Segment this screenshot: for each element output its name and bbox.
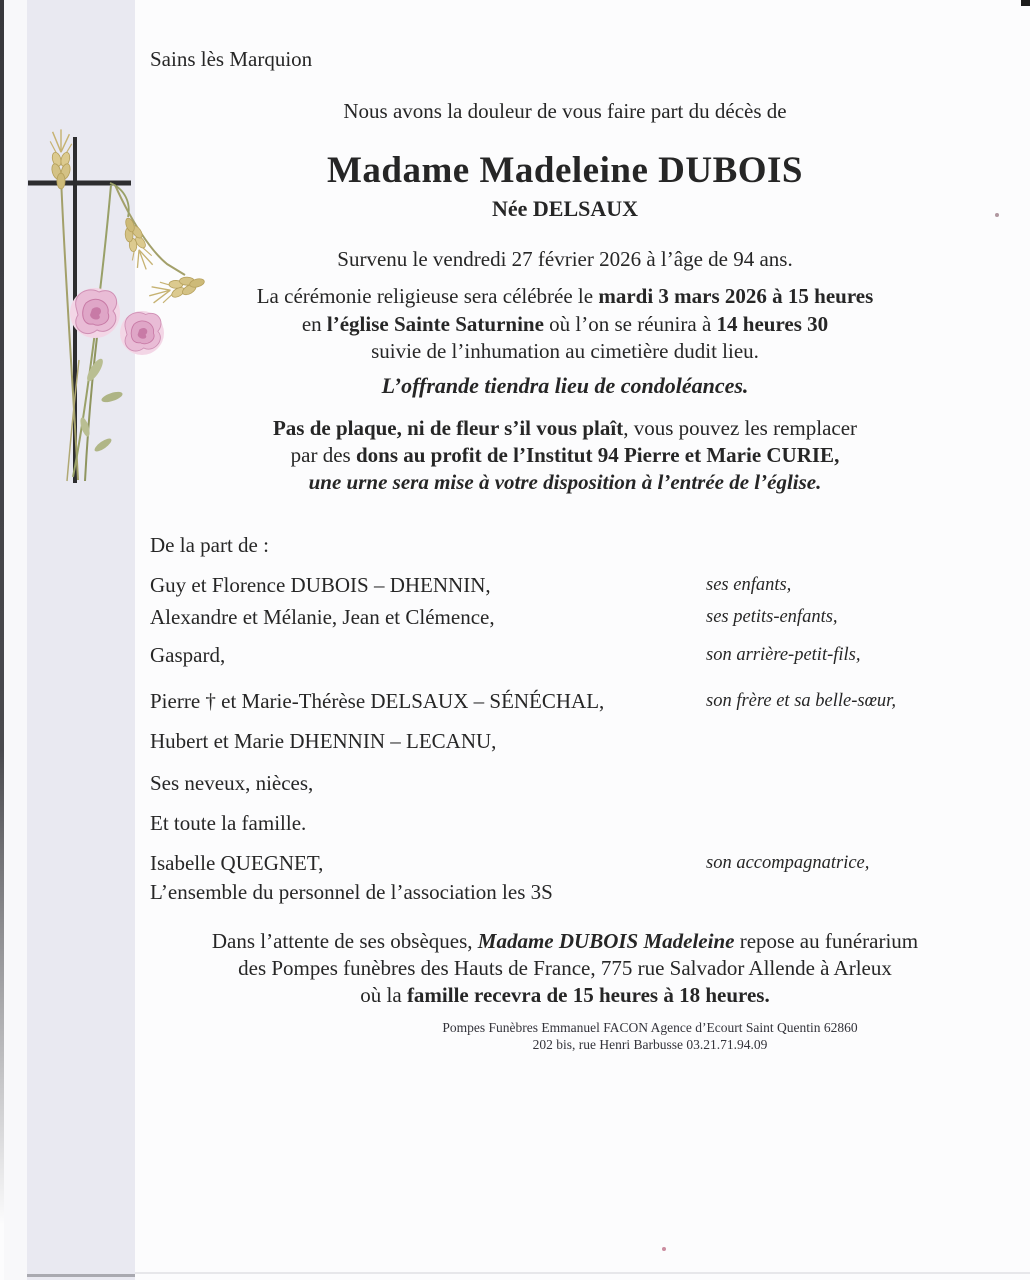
ceremony-line-1: La cérémonie religieuse sera célébrée le mardi 3 mars 2026 à 15 heures [256, 284, 874, 308]
funeral-home-footer [140, 1019, 990, 1053]
family-name: Pierre † et Marie-Thérèse DELSAUX – SÉNÉCHAL, [150, 689, 605, 713]
scan-speck [995, 213, 999, 217]
closing-paragraph [140, 928, 990, 1009]
bottom-scan-line-dark [27, 1274, 135, 1277]
family-name: Isabelle QUEGNET, [150, 851, 324, 875]
family-relation: son accompagnatrice, [706, 853, 870, 873]
closing-line-3: où la famille recevra de 15 heures à 18 heures. [360, 983, 770, 1007]
family-name: Hubert et Marie DHENNIN – LECANU, [150, 729, 497, 753]
family-name: Alexandre et Mélanie, Jean et Clémence, [150, 605, 495, 629]
death-announcement-line: Survenu le vendredi 27 février 2026 à l’âge de 94 ans. [337, 247, 793, 271]
donation-line-2: par des dons au profit de l’Institut 94 Pierre et Marie CURIE, [290, 443, 840, 467]
closing-line-2: des Pompes funèbres des Hauts de France, 775 rue Salvador Allende à Arleux [238, 956, 892, 980]
donation-line-3: une urne sera mise à votre disposition à l’entrée de l’église. [308, 470, 822, 494]
scan-speck [662, 1247, 666, 1251]
funeral-home-line-1: Pompes Funèbres Emmanuel FACON Agence d’Ecourt Saint Quentin 62860 [442, 1020, 858, 1035]
family-name: Guy et Florence DUBOIS – DHENNIN, [150, 573, 491, 597]
family-name: Ses neveux, nièces, [150, 771, 314, 795]
corner-scan-mark [1021, 0, 1030, 6]
family-row [150, 771, 990, 796]
family-row [150, 851, 990, 876]
family-relation: ses petits-enfants, [706, 607, 838, 627]
family-row [150, 689, 990, 714]
family-heading: De la part de : [150, 533, 269, 557]
bottom-scan-line-light [135, 1272, 1030, 1274]
deceased-name: Madame Madeleine DUBOIS [326, 150, 804, 191]
offering-line: L’offrande tiendra lieu de condoléances. [381, 373, 749, 398]
funeral-home-line-2: 202 bis, rue Henri Barbusse 03.21.71.94.09 [532, 1037, 768, 1052]
family-relation: son arrière-petit-fils, [706, 645, 861, 665]
left-scan-edge [0, 0, 4, 1250]
city-line: Sains lès Marquion [150, 47, 313, 71]
family-row [150, 811, 990, 836]
donation-line-1: Pas de plaque, ni de fleur s’il vous plaît, vous pouvez les remplacer [272, 416, 858, 440]
maiden-name: Née DELSAUX [491, 196, 639, 221]
family-name: Et toute la famille. [150, 811, 307, 835]
ceremony-paragraph [140, 283, 990, 366]
closing-line-1: Dans l’attente de ses obsèques, Madame DUBOIS Madeleine repose au funérarium [211, 929, 919, 953]
ceremony-line-3: suivie de l’inhumation au cimetière dudit lieu. [371, 339, 759, 363]
family-relation: son frère et sa belle-sœur, [706, 691, 896, 711]
family-row [150, 573, 990, 598]
family-name: L’ensemble du personnel de l’association les 3S [150, 880, 553, 904]
family-row [150, 605, 990, 630]
family-relation: ses enfants, [706, 575, 792, 595]
intro-line: Nous avons la douleur de vous faire part du décès de [343, 99, 787, 123]
donation-paragraph [140, 415, 990, 496]
family-name: Gaspard, [150, 643, 226, 667]
family-row [150, 729, 990, 754]
family-row [150, 643, 990, 668]
family-row [150, 880, 990, 905]
ceremony-line-2: en l’église Sainte Saturnine où l’on se réunira à 14 heures 30 [301, 311, 829, 336]
